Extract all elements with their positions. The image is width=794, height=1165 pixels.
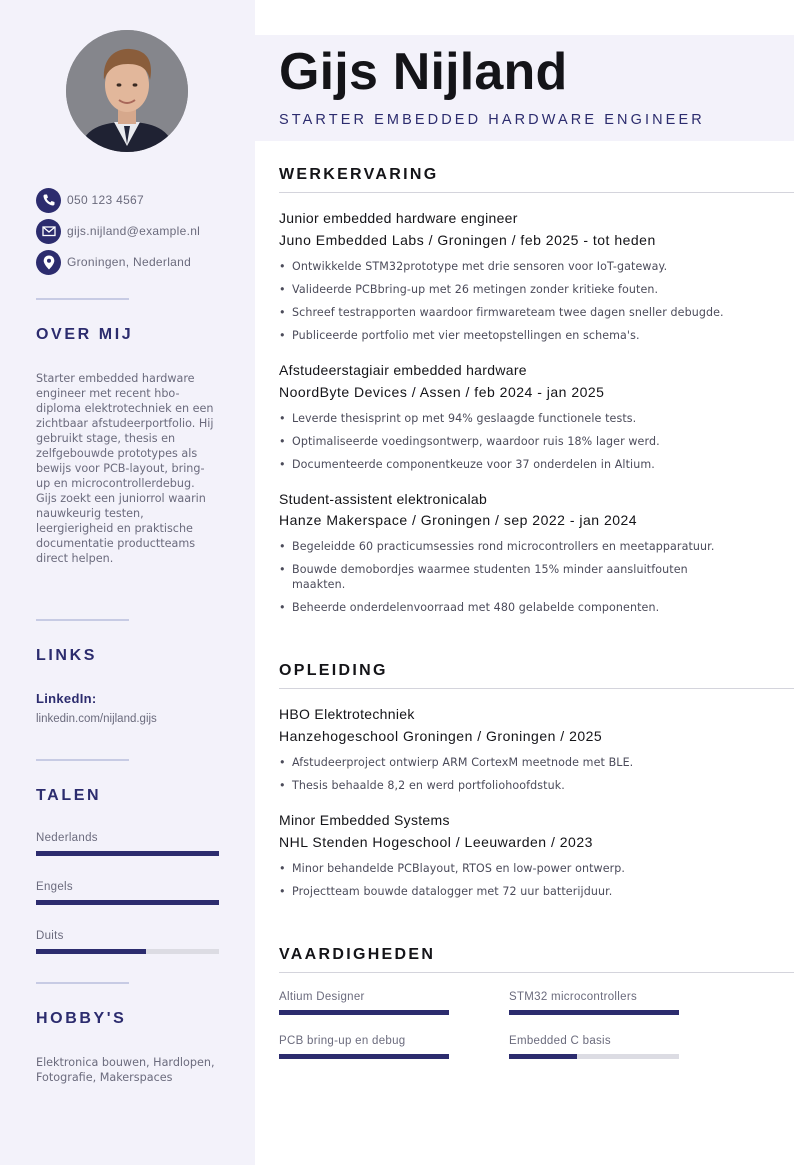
skill-name: PCB bring-up en debug <box>279 1035 406 1047</box>
job-company: Juno Embedded Labs / Groningen / feb 2025 - tot heden <box>279 232 656 248</box>
skill-name: Embedded C basis <box>509 1035 611 1047</box>
bullet-item: • Minor behandelde PCBlayout, RTOS en low-power ontwerp. <box>279 861 759 876</box>
about-heading: OVER MIJ <box>36 326 134 343</box>
skills-heading: VAARDIGHEDEN <box>279 946 436 963</box>
contact-phone <box>36 187 144 213</box>
section-rule <box>279 688 794 689</box>
education-bullets <box>279 755 759 801</box>
bullet-item: • Ontwikkelde STM32prototype met drie sensoren voor IoT-gateway. <box>279 259 759 274</box>
linkedin-link[interactable]: linkedin.com/nijland.gijs <box>36 713 157 725</box>
job-company: NoordByte Devices / Assen / feb 2024 - jan 2025 <box>279 384 605 400</box>
skill-name: Altium Designer <box>279 991 365 1003</box>
job-title: Afstudeerstagiair embedded hardware <box>279 362 527 378</box>
education-heading: OPLEIDING <box>279 662 388 679</box>
bullet-item: • Afstudeerproject ontwierp ARM CortexM meetnode met BLE. <box>279 755 759 770</box>
bullet-item: • Leverde thesisprint op met 94% geslaagde functionele tests. <box>279 411 759 426</box>
skill-level-bar <box>279 1054 449 1059</box>
links-heading: LINKS <box>36 647 97 664</box>
bullet-item: • Thesis behaalde 8,2 en werd portfoliohoofdstuk. <box>279 778 759 793</box>
experience-heading: WERKERVARING <box>279 166 439 183</box>
job-bullets <box>279 411 759 480</box>
phone-text: 050 123 4567 <box>67 193 145 207</box>
divider <box>36 619 129 621</box>
language-name: Nederlands <box>36 832 98 844</box>
bullet-item: • Bouwde demobordjes waarmee studenten 15% minder aansluitfouten maakten. <box>279 562 724 592</box>
bullet-item: • Publiceerde portfolio met vier meetopstellingen en schema's. <box>279 328 759 343</box>
about-text: Starter embedded hardware engineer met recent hbo-diploma elektrotechniek en een zichtbaar afstudeerportfolio. Hij gebruikt stage, thesis en zelfgebouwde prototypes als bewijs voor PCB-layout, bring-up en microcontrollerdebug. Gijs zoekt een juniorrol waarin nauwkeurig testen, leergierigheid en praktische documentatie productteams direct helpen. <box>36 372 214 565</box>
candidate-role: STARTER EMBEDDED HARDWARE ENGINEER <box>279 112 705 128</box>
map-pin-icon <box>36 250 61 275</box>
job-bullets <box>279 539 724 623</box>
job-title: Junior embedded hardware engineer <box>279 210 518 226</box>
candidate-name: Gijs Nijland <box>279 43 568 101</box>
skill-level-bar <box>279 1010 449 1015</box>
section-rule <box>279 972 794 973</box>
divider <box>36 982 129 984</box>
location-text: Groningen, Nederland <box>67 255 192 269</box>
job-company: Hanze Makerspace / Groningen / sep 2022 - jan 2024 <box>279 512 638 528</box>
language-level-bar <box>36 900 219 905</box>
education-school: NHL Stenden Hogeschool / Leeuwarden / 2023 <box>279 834 593 850</box>
education-title: Minor Embedded Systems <box>279 812 450 828</box>
education-school: Hanzehogeschool Groningen / Groningen / 2025 <box>279 728 603 744</box>
language-level-bar <box>36 851 219 856</box>
bullet-item: • Documenteerde componentkeuze voor 37 onderdelen in Altium. <box>279 457 759 472</box>
profile-photo <box>66 30 188 152</box>
bullet-item: • Schreef testrapporten waardoor firmwareteam twee dagen sneller debugde. <box>279 305 759 320</box>
language-name: Engels <box>36 881 73 893</box>
job-bullets <box>279 259 759 351</box>
skill-level-bar <box>509 1010 679 1015</box>
sidebar <box>0 0 255 1165</box>
languages-heading: TALEN <box>36 787 102 804</box>
skill-name: STM32 microcontrollers <box>509 991 638 1003</box>
section-rule <box>279 192 794 193</box>
bullet-item: • Projectteam bouwde datalogger met 72 uur batterijduur. <box>279 884 759 899</box>
hobbies-text: Elektronica bouwen, Hardlopen, Fotografie, Makerspaces <box>36 1056 215 1084</box>
education-title: HBO Elektrotechniek <box>279 706 415 722</box>
bullet-item: • Begeleidde 60 practicumsessies rond microcontrollers en meetapparatuur. <box>279 539 724 554</box>
hobbies-heading: HOBBY'S <box>36 1010 127 1027</box>
language-level-bar <box>36 949 219 954</box>
education-bullets <box>279 861 759 907</box>
phone-icon <box>36 188 61 213</box>
skill-level-bar <box>509 1054 679 1059</box>
email-link[interactable]: gijs.nijland@example.nl <box>67 224 201 238</box>
linkedin-label: LinkedIn: <box>36 691 97 706</box>
envelope-icon <box>36 219 61 244</box>
contact-location <box>36 249 191 275</box>
job-title: Student-assistent elektronicalab <box>279 491 488 507</box>
bullet-item: • Valideerde PCBbring-up met 26 metingen zonder kritieke fouten. <box>279 282 759 297</box>
portrait-image <box>66 30 188 152</box>
divider <box>36 298 129 300</box>
bullet-item: • Beheerde onderdelenvoorraad met 480 gelabelde componenten. <box>279 600 724 615</box>
language-name: Duits <box>36 930 64 942</box>
contact-email <box>36 218 200 244</box>
bullet-item: • Optimaliseerde voedingsontwerp, waardoor ruis 18% lager werd. <box>279 434 759 449</box>
divider <box>36 759 129 761</box>
